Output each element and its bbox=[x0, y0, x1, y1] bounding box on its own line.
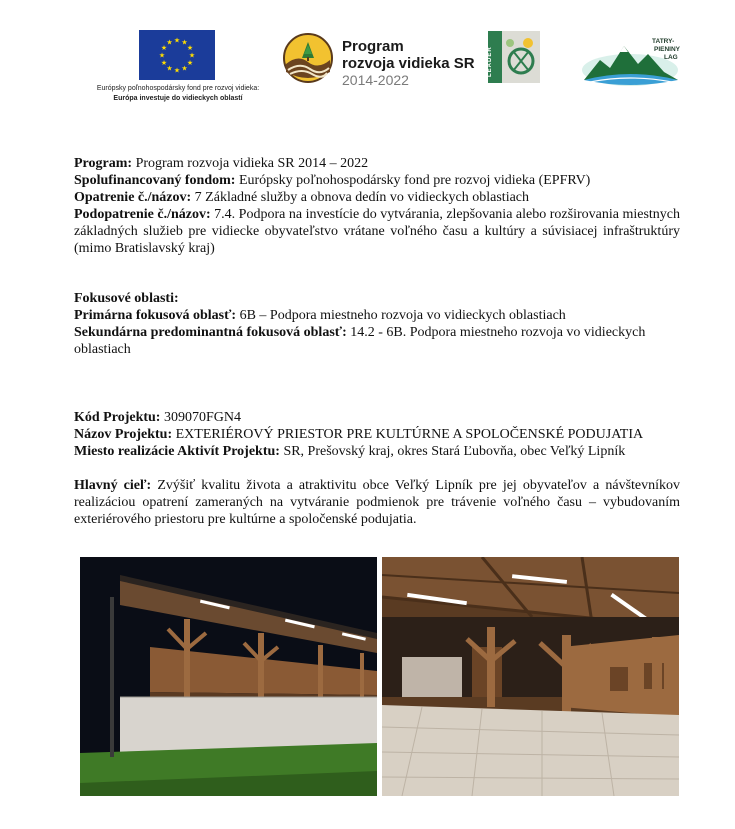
eu-star-icon: ★ bbox=[173, 66, 181, 75]
focus-heading-text: Fokusové oblasti: bbox=[74, 291, 179, 306]
eu-star-icon: ★ bbox=[166, 38, 173, 47]
project-code-value: 309070FGN4 bbox=[163, 410, 241, 425]
eu-star-icon: ★ bbox=[173, 36, 181, 45]
eu-star-icon: ★ bbox=[181, 38, 188, 47]
submeasure-line bbox=[74, 206, 680, 257]
lag-name-line3: LAG bbox=[664, 54, 678, 61]
project-place-label: Miesto realizácie Aktivít Projektu: bbox=[74, 444, 280, 459]
eu-star-icon: ★ bbox=[188, 51, 196, 60]
project-name-value: EXTERIÉROVÝ PRIESTOR PRE KULTÚRNE A SPOLOČENSKÉ PODUJATIA bbox=[175, 427, 644, 442]
program-value: Program rozvoja vidieka SR 2014 – 2022 bbox=[135, 156, 369, 171]
eu-flag-icon bbox=[139, 30, 215, 80]
project-code-line bbox=[74, 409, 680, 426]
prv-logo bbox=[282, 28, 482, 88]
eu-star-icon: ★ bbox=[166, 64, 173, 73]
submeasure-label: Podopatrenie č./názov: bbox=[74, 207, 211, 222]
program-line bbox=[74, 155, 680, 172]
fund-value: Európsky poľnohospodársky fond pre rozvoj vidieka (EPFRV) bbox=[238, 173, 591, 188]
eu-star-icon: ★ bbox=[181, 64, 188, 73]
photo-pavilion-night bbox=[80, 557, 377, 796]
fund-line bbox=[74, 172, 680, 189]
prv-title-line1: Program bbox=[342, 38, 404, 55]
secondary-focus-value: 14.2 - 6B. Podpora miestneho rozvoja vo vidieckych oblastiach bbox=[74, 325, 646, 357]
project-goal-line bbox=[74, 477, 680, 528]
measure-label: Opatrenie č./názov: bbox=[74, 190, 192, 205]
project-goal-value: Zvýšiť kvalitu života a atraktivitu obce Veľký Lipník pre jej obyvateľov a návštevníkov realizáciou opatrení zameraných na vytváranie podmienok pre trávenie voľného času – vybudovaním exteriérového priestoru pre kultúrne a spoločenské podujatia. bbox=[74, 478, 681, 527]
focus-heading bbox=[74, 290, 680, 307]
project-code-label: Kód Projektu: bbox=[74, 410, 161, 425]
prv-years: 2014-2022 bbox=[342, 72, 409, 88]
measure-line bbox=[74, 189, 680, 206]
project-place-value: SR, Prešovský kraj, okres Stará Ľubovňa, obec Veľký Lipník bbox=[283, 444, 626, 459]
eu-star-icon: ★ bbox=[160, 59, 168, 67]
primary-focus-label: Primárna fokusová oblasť: bbox=[74, 308, 237, 323]
project-name-line bbox=[74, 426, 680, 443]
project-name-label: Názov Projektu: bbox=[74, 427, 173, 442]
secondary-focus-line bbox=[74, 324, 680, 358]
secondary-focus-label: Sekundárna predominantná fokusová oblasť: bbox=[74, 325, 347, 340]
lag-name-line1: TATRY- bbox=[652, 38, 675, 45]
eu-star-icon: ★ bbox=[186, 44, 194, 52]
project-place-line bbox=[74, 443, 680, 460]
eu-caption-line1: Európsky poľnohospodársky fond pre rozvoj vidieka: bbox=[96, 85, 260, 92]
lag-name-line2: PIENINY bbox=[654, 46, 681, 53]
prv-title-line2: rozvoja vidieka SR bbox=[342, 55, 475, 72]
eu-star-icon: ★ bbox=[160, 44, 168, 52]
primary-focus-line bbox=[74, 307, 680, 324]
submeasure-value: 7.4. Podpora na investície do vytvárania, zlepšovania alebo rozširovania miestnych základných služieb pre vidiecke obyvateľstvo vrátane voľného času a kultúry a súvisiacej infraštruktúry (mimo Bratislavský kraj) bbox=[74, 207, 681, 256]
primary-focus-value: 6B – Podpora miestneho rozvoja vo vidieckych oblastiach bbox=[239, 308, 566, 323]
photo-pavilion-interior bbox=[382, 557, 679, 796]
eu-star-icon: ★ bbox=[186, 59, 194, 67]
fund-label: Spolufinancovaný fondom: bbox=[74, 173, 236, 188]
program-label: Program: bbox=[74, 156, 133, 171]
prv-emblem-icon bbox=[282, 32, 334, 84]
project-goal-label: Hlavný cieľ: bbox=[74, 478, 152, 493]
eu-caption-line2: Európa investuje do vidieckych oblastí bbox=[113, 95, 243, 102]
measure-value: 7 Základné služby a obnova dedín vo vidieckych oblastiach bbox=[194, 190, 530, 205]
eu-star-icon: ★ bbox=[158, 51, 166, 60]
leader-word: LEADER bbox=[487, 46, 493, 78]
lag-tatry-pieniny-logo-icon bbox=[580, 34, 684, 88]
